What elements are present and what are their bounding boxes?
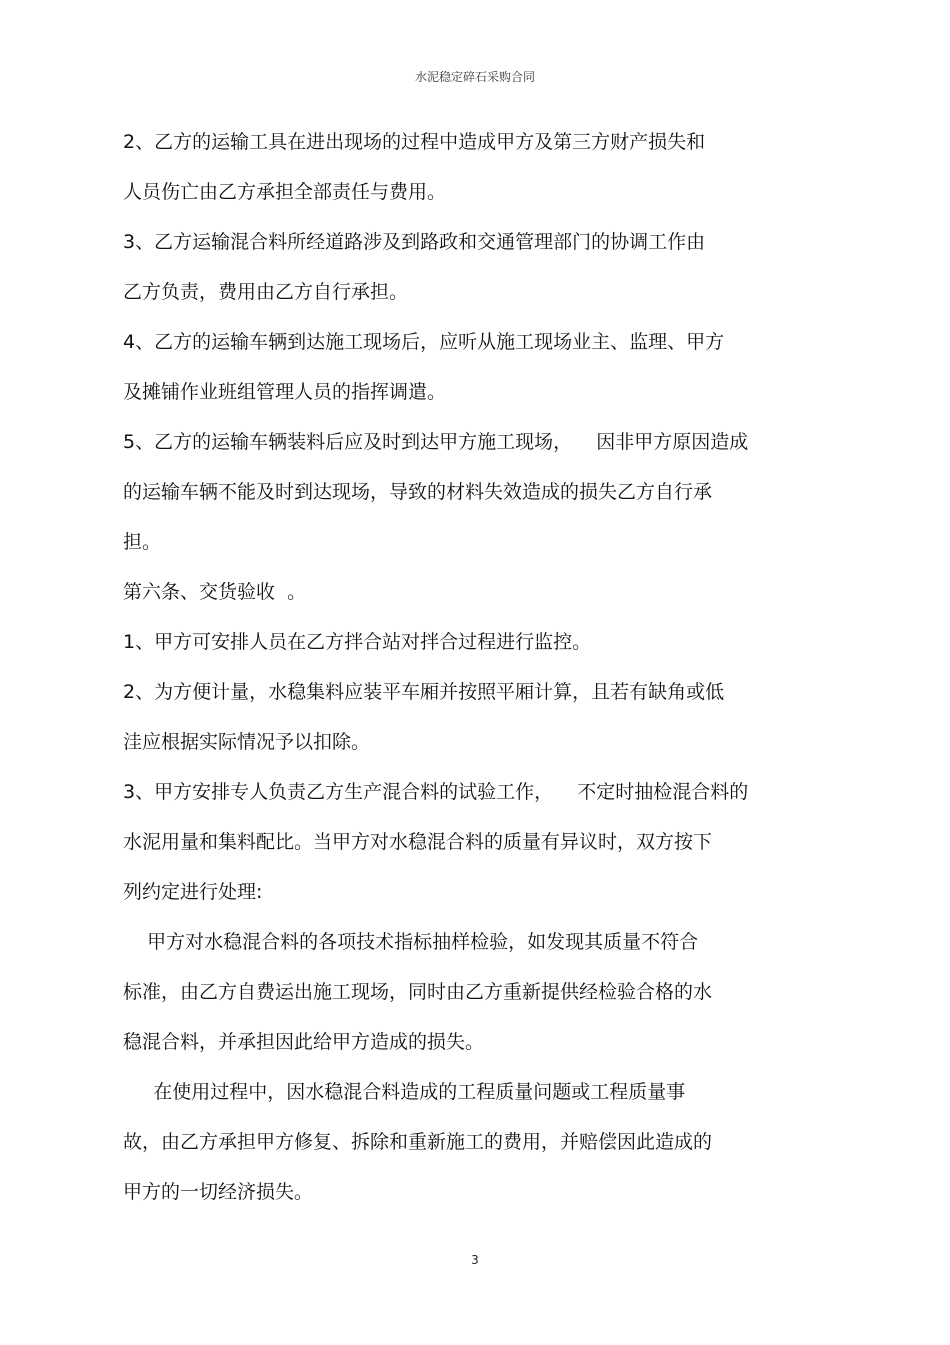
body-line: 3、甲方安排专人负责乙方生产混合料的试验工作， 不定时抽检混合料的 — [123, 781, 749, 803]
body-line: 故，由乙方承担甲方修复、拆除和重新施工的费用，并赔偿因此造成的 — [123, 1131, 713, 1153]
body-line: 的运输车辆不能及时到达现场，导致的材料失效造成的损失乙方自行承 — [123, 481, 713, 503]
body-line: 3、乙方运输混合料所经道路涉及到路政和交通管理部门的协调工作由 — [123, 231, 706, 253]
body-line: 1、甲方可安排人员在乙方拌合站对拌合过程进行监控。 — [123, 631, 592, 653]
body-line: 2、乙方的运输工具在进出现场的过程中造成甲方及第三方财产损失和 — [123, 131, 706, 153]
body-line: 5、乙方的运输车辆装料后应及时到达甲方施工现场， 因非甲方原因造成 — [123, 431, 749, 453]
body-line: 甲方对水稳混合料的各项技术指标抽样检验，如发现其质量不符合 — [123, 931, 699, 953]
body-line: 甲方的一切经济损失。 — [123, 1181, 314, 1203]
body-line: 稳混合料，并承担因此给甲方造成的损失。 — [123, 1031, 485, 1053]
page-header-title: 水泥稳定碎石采购合同 — [414, 70, 535, 84]
body-line: 2、为方便计量，水稳集料应装平车厢并按照平厢计算，且若有缺角或低 — [123, 681, 725, 703]
body-line: 4、乙方的运输车辆到达施工现场后，应听从施工现场业主、监理、甲方 — [123, 331, 725, 353]
body-line: 水泥用量和集料配比。当甲方对水稳混合料的质量有异议时，双方按下 — [123, 831, 713, 853]
body-line: 及摊铺作业班组管理人员的指挥调遣。 — [123, 381, 447, 403]
body-line: 标准，由乙方自费运出施工现场，同时由乙方重新提供经检验合格的水 — [123, 981, 713, 1003]
section-heading: 第六条、交货验收 。 — [123, 581, 307, 603]
body-line: 洼应根据实际情况予以扣除。 — [123, 731, 371, 753]
body-line: 列约定进行处理: — [123, 881, 263, 903]
body-line: 乙方负责，费用由乙方自行承担。 — [123, 281, 409, 303]
page-number: 3 — [471, 1253, 479, 1267]
body-line: 在使用过程中，因水稳混合料造成的工程质量问题或工程质量事 — [123, 1081, 686, 1103]
body-line: 担。 — [123, 531, 162, 553]
body-line: 人员伤亡由乙方承担全部责任与费用。 — [123, 181, 447, 203]
